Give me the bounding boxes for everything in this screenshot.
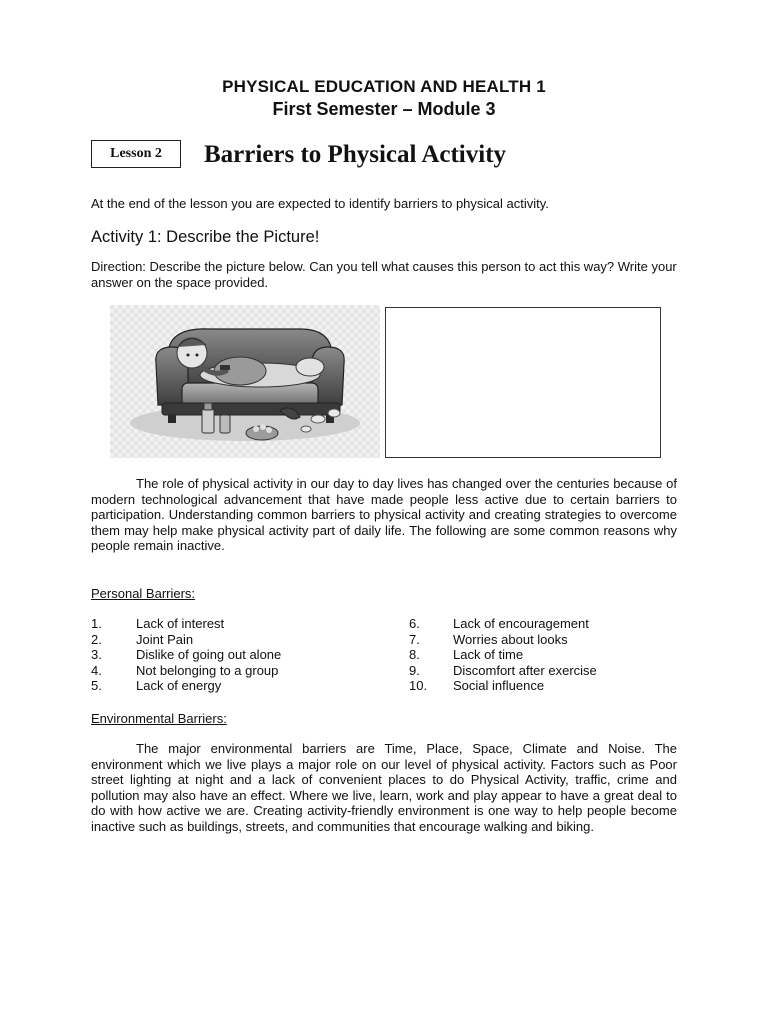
list-item-text: Lack of energy: [136, 678, 222, 694]
list-item-number: 1.: [91, 616, 102, 631]
list-item: [91, 632, 391, 648]
list-item-text: Worries about looks: [453, 631, 568, 647]
lesson-label: Lesson 2: [110, 146, 162, 161]
list-item-text: Dislike of going out alone: [136, 647, 282, 663]
list-item: [409, 678, 689, 694]
lesson-label-box: [91, 140, 181, 168]
environmental-paragraph-text: The major environmental barriers are Time, Place, Space, Climate and Noise. The environment which we live plays a major role on our level of physical activity. Factors such as Poor street lighting at night and a lack of convenient places to do Physical Activity, traffic, crime and pollution may also have an effect. Where we live, learn, work and play appear to have a great deal to do with how active we are. Creating activity-friendly environment is one way to help people become inactive such as buildings, streets, and communities that encourage walking and biking.: [91, 741, 677, 834]
list-item: [409, 632, 689, 648]
list-item-text: Social influence: [453, 678, 545, 694]
lesson-title: Barriers to Physical Activity: [204, 141, 507, 168]
list-item-text: Not belonging to a group: [136, 662, 279, 678]
list-item: [409, 647, 689, 663]
personal-barriers-heading: Personal Barriers:: [91, 586, 196, 601]
module-semester-title: First Semester – Module 3: [272, 99, 496, 119]
lesson-objective: At the end of the lesson you are expected to identify barriers to physical activity.: [91, 196, 549, 211]
personal-barriers-list-left: [91, 616, 391, 694]
list-item-number: 5.: [91, 678, 102, 694]
answer-space-box[interactable]: [385, 307, 661, 458]
activity-direction: Direction: Describe the picture below. Can you tell what causes this person to act this way? Write your answer on the space provided.: [91, 259, 677, 290]
couch-potato-illustration: [110, 305, 380, 458]
list-item-number: 7.: [409, 631, 420, 647]
activity-title: Activity 1: Describe the Picture!: [91, 228, 320, 246]
list-item-text: Discomfort after exercise: [453, 662, 597, 678]
list-item-text: Lack of time: [453, 647, 524, 663]
list-item-number: 6.: [409, 616, 420, 631]
role-paragraph: [91, 476, 677, 554]
list-item-number: 9.: [409, 662, 420, 678]
list-item-number: 4.: [91, 662, 102, 678]
list-item-text: Joint Pain: [136, 631, 194, 647]
environmental-barriers-heading: Environmental Barriers:: [91, 711, 227, 726]
list-item-number: 3.: [91, 647, 102, 663]
list-item: [409, 663, 689, 679]
list-item: [91, 647, 391, 663]
list-item: [91, 678, 391, 694]
list-item: [409, 616, 689, 632]
list-item-text: Lack of encouragement: [453, 616, 589, 631]
list-item-text: Lack of interest: [136, 616, 225, 631]
list-item-number: 8.: [409, 647, 420, 663]
role-paragraph-text: The role of physical activity in our day to day lives has changed over the centuries because of modern technological advancement that have made people less active due to certain barriers to participation. Understanding common barriers to physical activity and creating strategies to overcome them may help make physical activity part of daily life. The following are some common reasons why people remain inactive.: [91, 476, 677, 554]
list-item-number: 10.: [409, 678, 428, 694]
module-subject-title: PHYSICAL EDUCATION AND HEALTH 1: [222, 77, 546, 96]
list-item: [91, 616, 391, 632]
list-item: [91, 663, 391, 679]
list-item-number: 2.: [91, 631, 102, 647]
environmental-paragraph: [91, 741, 677, 835]
personal-barriers-list-right: [409, 616, 689, 694]
